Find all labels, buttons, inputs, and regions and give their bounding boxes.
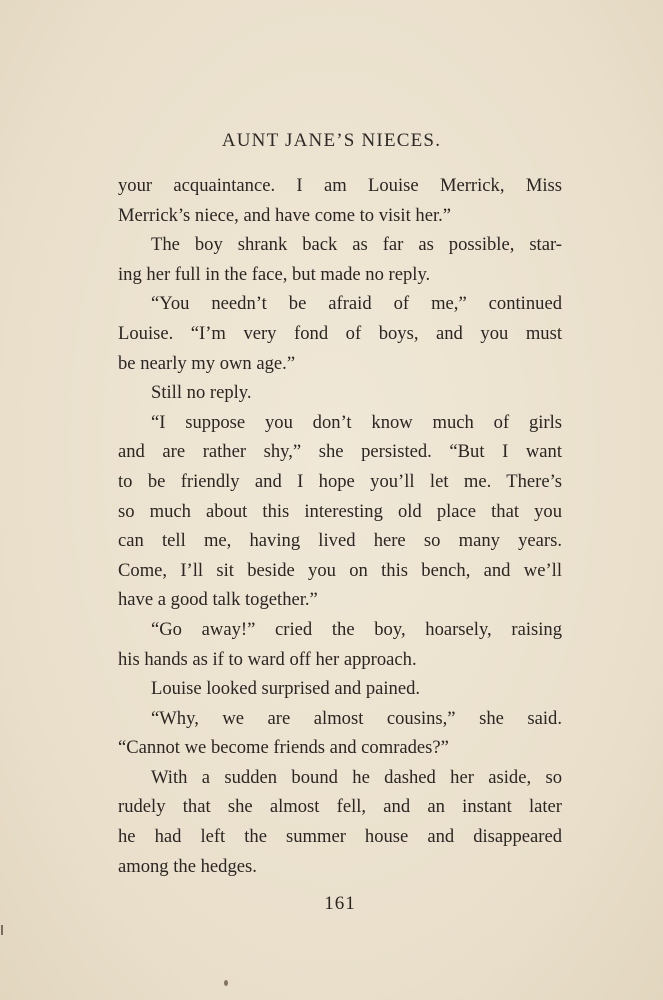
text-line: his hands as if to ward off her approach. [118, 648, 417, 670]
text-line: be nearly my own age.” [118, 352, 296, 374]
text-line: have a good talk together.” [118, 589, 318, 611]
text-line: to be friendly and I hope you’ll let me. There’s [118, 470, 562, 492]
text-line: he had left the summer house and disappeared [118, 826, 562, 848]
text-line: Louise. “I’m very fond of boys, and you must [118, 322, 562, 344]
text-line: “Go away!” cried the boy, hoarsely, raising [151, 618, 562, 640]
text-line: Louise looked surprised and pained. [151, 678, 421, 700]
text-line: Come, I’ll sit beside you on this bench, and we’ll [118, 559, 562, 581]
text-line: Merrick’s niece, and have come to visit her.” [118, 204, 452, 226]
body-text [118, 171, 562, 881]
text-line: With a sudden bound he dashed her aside, so [151, 766, 562, 788]
text-line: so much about this interesting old place that you [118, 500, 562, 522]
text-line: your acquaintance. I am Louise Merrick, Miss [118, 175, 562, 196]
text-line: and are rather shy,” she persisted. “But I want [118, 441, 562, 463]
text-line: The boy shrank back as far as possible, star- [151, 234, 562, 256]
text-line: can tell me, having lived here so many years. [118, 530, 562, 552]
text-line: Still no reply. [151, 382, 252, 404]
text-line: “You needn’t be afraid of me,” continued [151, 293, 562, 315]
text-line: among the hedges. [118, 855, 257, 877]
paper-speck [1, 925, 3, 935]
text-line: “Why, we are almost cousins,” she said. [151, 707, 562, 729]
text-line: rudely that she almost fell, and an instant later [118, 796, 562, 818]
paper-speck [224, 980, 228, 986]
text-line: “I suppose you don’t know much of girls [151, 411, 562, 433]
text-line: ing her full in the face, but made no reply. [118, 263, 431, 285]
page-number: 161 [324, 893, 356, 914]
text-line: “Cannot we become friends and comrades?” [118, 737, 449, 759]
running-head: AUNT JANE’S NIECES. [221, 130, 442, 151]
